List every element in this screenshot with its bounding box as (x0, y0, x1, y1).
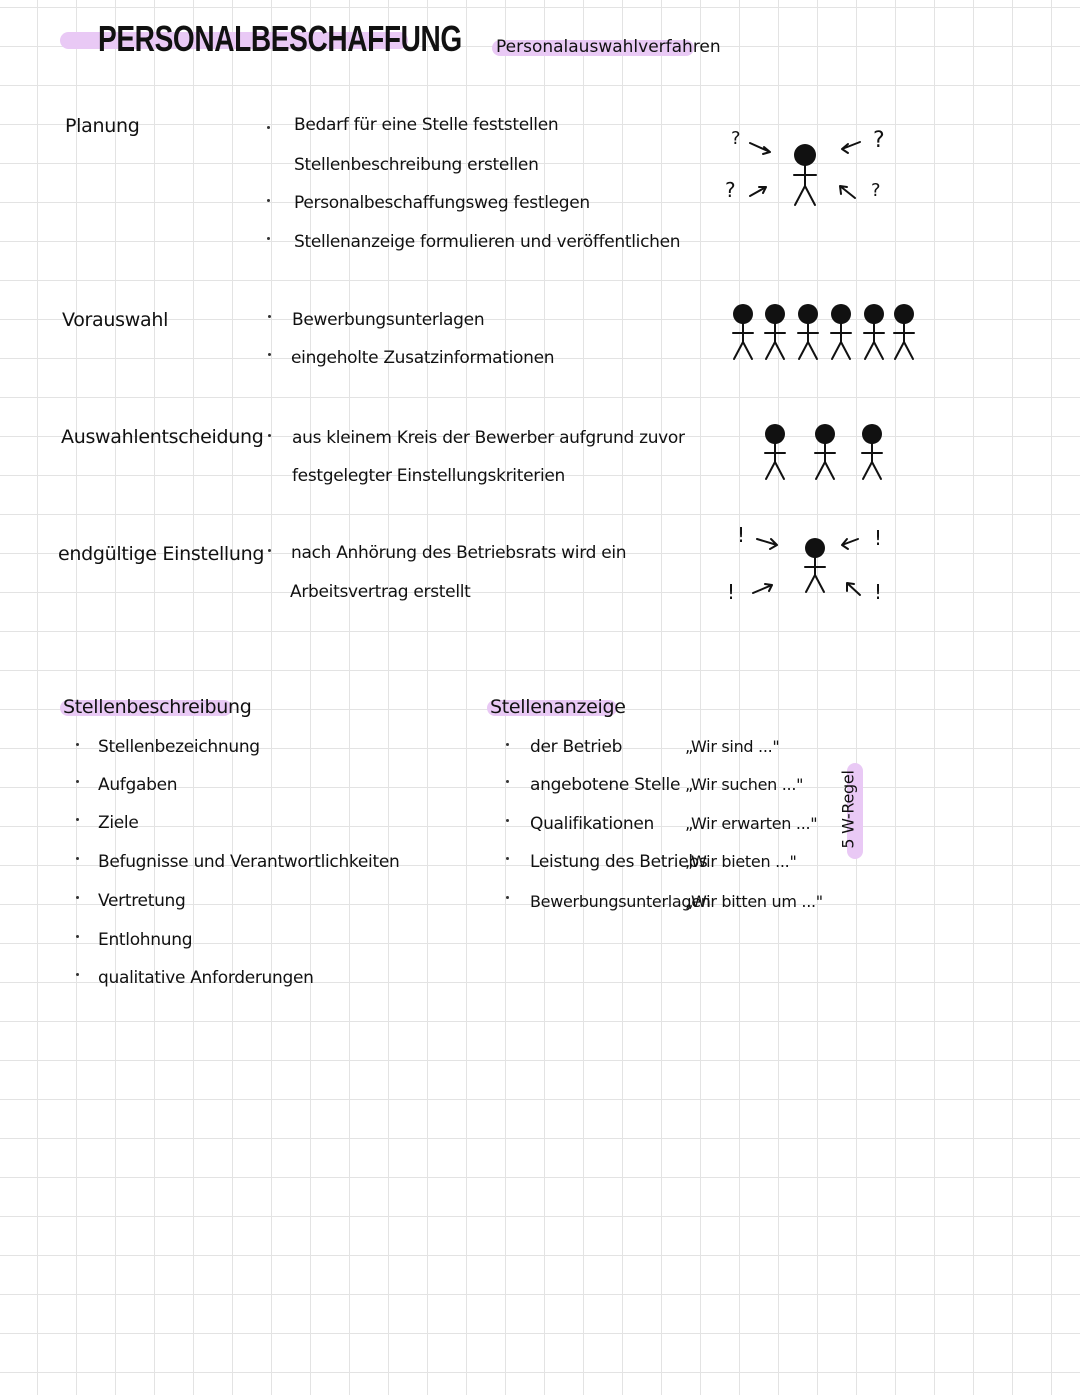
step-item: aus kleinem Kreis der Bewerber aufgrund zuvor (292, 428, 685, 448)
step-item: Arbeitsvertrag erstellt (290, 582, 471, 602)
bullet (76, 857, 79, 860)
bullet (506, 819, 509, 822)
step-item: Bedarf für eine Stelle feststellen (294, 115, 559, 135)
ad-item-quote: „Wir erwarten ..." (685, 814, 818, 833)
step-item: Bewerbungsunterlagen (292, 310, 485, 330)
ad-item-label: Qualifikationen (530, 814, 654, 834)
bullet (76, 818, 79, 821)
three-persons-illustration (760, 422, 890, 484)
step-item: Stellenanzeige formulieren und veröffentlichen (294, 232, 681, 252)
question-mark: ? (725, 178, 736, 202)
bullet (76, 973, 79, 976)
exclamation-mark: ! (874, 580, 882, 604)
exclamation-mark: ! (727, 580, 735, 604)
page-subtitle: Personalauswahlverfahren (496, 37, 721, 57)
bullet (506, 780, 509, 783)
bullet (506, 896, 509, 899)
exclamation-mark: ! (874, 526, 882, 550)
step-item: nach Anhörung des Betriebsrats wird ein (291, 543, 627, 563)
list-item: Aufgaben (98, 775, 178, 795)
list-item: Vertretung (98, 891, 186, 911)
person-exclaim-illustration (745, 527, 870, 602)
step-item: Personalbeschaffungsweg festlegen (294, 193, 590, 213)
step-item: eingeholte Zusatzinformationen (291, 348, 555, 368)
ad-item-quote: „Wir bieten ..." (685, 852, 797, 871)
bullet (76, 743, 79, 746)
ad-item-label: der Betrieb (530, 737, 623, 757)
ad-item-label: Bewerbungsunterlagen (530, 892, 711, 911)
stellenanzeige-heading: Stellenanzeige (490, 696, 626, 718)
ad-item-quote: „Wir sind ..." (685, 737, 780, 756)
list-item: Entlohnung (98, 930, 193, 950)
exclamation-mark: ! (737, 523, 745, 547)
bullet (268, 549, 271, 552)
bullet (76, 780, 79, 783)
ad-item-quote: „Wir suchen ..." (685, 775, 804, 794)
ad-item-quote: „Wir bitten um ..." (685, 892, 823, 911)
bullet (267, 237, 270, 240)
step-item: festgelegter Einstellungskriterien (292, 466, 565, 486)
page-title: PERSONALBESCHAFFUNG (98, 18, 462, 59)
bullet (506, 743, 509, 746)
ad-item-label: Leistung des Betriebs (530, 852, 708, 872)
bullet (267, 126, 270, 129)
ad-item-label: angebotene Stelle (530, 775, 681, 795)
step-label-auswahlentscheidung: Auswahlentscheidung (61, 426, 264, 448)
question-mark: ? (873, 128, 885, 153)
bullet (506, 857, 509, 860)
question-mark: ? (871, 180, 881, 201)
list-item: Ziele (98, 813, 139, 833)
list-item: qualitative Anforderungen (98, 968, 314, 988)
rule-label: 5 W-Regel (838, 770, 858, 849)
step-label-vorauswahl: Vorauswahl (62, 309, 169, 331)
stellenbeschreibung-heading: Stellenbeschreibung (63, 696, 252, 718)
bullet (267, 199, 270, 202)
step-label-einstellung: endgültige Einstellung (58, 543, 265, 565)
step-item: Stellenbeschreibung erstellen (294, 155, 539, 175)
bullet (268, 353, 271, 356)
bullet (76, 896, 79, 899)
bullet (76, 935, 79, 938)
person-questions-illustration (740, 130, 870, 215)
six-persons-illustration (730, 302, 920, 364)
list-item: Befugnisse und Verantwortlichkeiten (98, 852, 400, 872)
bullet (268, 434, 271, 437)
list-item: Stellenbezeichnung (98, 737, 260, 757)
bullet (268, 315, 271, 318)
question-mark: ? (731, 128, 741, 149)
step-label-planung: Planung (65, 115, 140, 137)
